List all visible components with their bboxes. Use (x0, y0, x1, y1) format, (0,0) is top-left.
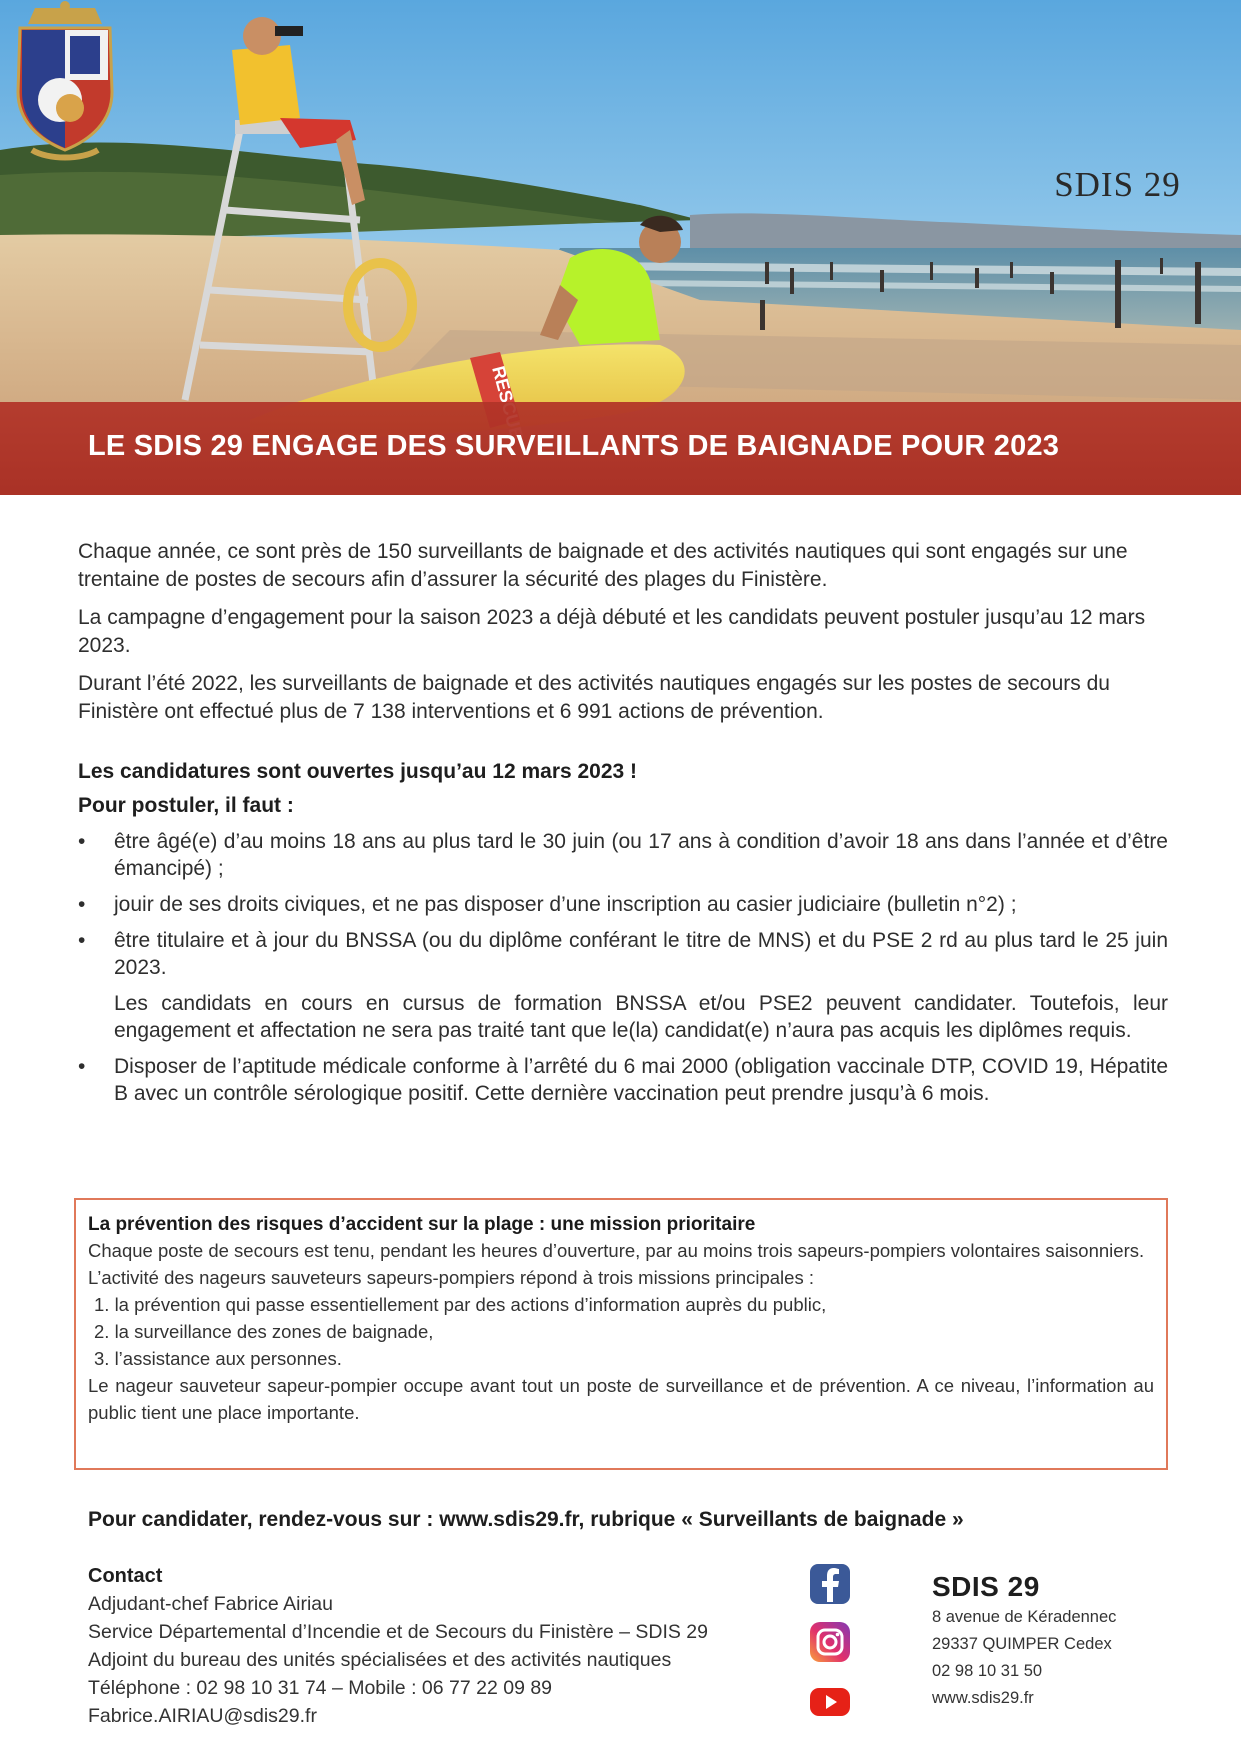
bullet-icon: • (78, 929, 86, 952)
mission-item: 2. la surveillance des zones de baignade, (94, 1321, 434, 1342)
list-item (78, 1053, 1168, 1107)
title-band (0, 402, 1241, 495)
logo-text: SDIS 29 (1054, 165, 1181, 204)
list-item (78, 927, 1168, 981)
hero-banner (0, 0, 1241, 495)
youtube-icon[interactable] (808, 1680, 852, 1724)
sdis-address-line-1: 8 avenue de Kéradennec (932, 1608, 1117, 1626)
contact-email[interactable]: Fabrice.AIRIAU@sdis29.fr (88, 1705, 317, 1727)
sdis-address-block (932, 1570, 1172, 1712)
page-title: LE SDIS 29 ENGAGE DES SURVEILLANTS DE BAIGNADE POUR 2023 (88, 430, 1060, 462)
sdis-crest-icon (0, 0, 130, 178)
list-item-text: jouir de ses droits civiques, et ne pas disposer d’une inscription au casier judiciaire (bulletin n°2) ; (114, 893, 1017, 916)
mission-item: 3. l’assistance aux personnes. (94, 1348, 342, 1369)
intro-paragraph-2: La campagne d’engagement pour la saison 2023 a déjà débuté et les candidats peuvent postuler jusqu’au 12 mars 2023. (78, 606, 1146, 657)
instagram-icon[interactable] (808, 1620, 852, 1664)
sdis-phone: 02 98 10 31 50 (932, 1662, 1043, 1680)
list-item-text: être titulaire et à jour du BNSSA (ou du diplôme conférant le titre de MNS) et du PSE 2 rd au plus tard le 25 juin 2023. (114, 929, 1168, 979)
contact-block (88, 1562, 788, 1730)
sdis-address-line-2: 29337 QUIMPER Cedex (932, 1635, 1112, 1653)
prevention-box-line-3: Le nageur sauveteur sapeur-pompier occupe avant tout un poste de surveillance et de prévention. A ce niveau, l’information au public tient une place importante. (88, 1375, 1154, 1423)
contact-name: Adjudant-chef Fabrice Airiau (88, 1593, 333, 1615)
sdis-website-link[interactable]: www.sdis29.fr (932, 1689, 1034, 1707)
sdis-name: SDIS 29 (932, 1571, 1040, 1602)
contact-title: Contact (88, 1565, 163, 1587)
list-item (78, 891, 1168, 918)
bullet-icon: • (78, 1055, 86, 1078)
prevention-box-title (88, 1212, 1154, 1237)
apply-call-to-action: Pour candidater, rendez-vous sur : www.sdis29.fr, rubrique « Surveillants de baignade » (88, 1508, 964, 1531)
bullet-icon: • (78, 893, 86, 916)
contact-service: Service Départemental d’Incendie et de Secours du Finistère – SDIS 29 (88, 1621, 709, 1643)
requirements-subhead: Pour postuler, il faut : (78, 794, 294, 817)
bullet-icon: • (78, 830, 86, 853)
prevention-box-title-suffix: : une mission prioritaire (533, 1214, 756, 1235)
list-item-note: Les candidats en cours en cursus de formation BNSSA et/ou PSE2 peuvent candidater. Toutefois, leur engagement et affectation ne sera pas traité tant que le(la) candidat(e) n’aura pas acquis les diplômes requis. (114, 992, 1168, 1042)
prevention-box-line-2: L’activité des nageurs sauveteurs sapeurs-pompiers répond à trois missions principales : (88, 1267, 814, 1288)
intro-paragraph-3: Durant l’été 2022, les surveillants de baignade et des activités nautiques engagés sur les postes de secours du Finistère ont effectué plus de 7 138 interventions et 6 991 actions de prévention. (78, 672, 1110, 723)
facebook-icon[interactable] (808, 1562, 852, 1606)
mission-item: 1. la prévention qui passe essentiellement par des actions d’information auprès du public, (94, 1294, 827, 1315)
main-content (78, 538, 1168, 1116)
contact-role: Adjoint du bureau des unités spécialisées et des activités nautiques (88, 1649, 672, 1671)
list-item-text: Disposer de l’aptitude médicale conforme à l’arrêté du 6 mai 2000 (obligation vaccinale DTP, COVID 19, Hépatite B avec un contrôle sérologique positif. Cette dernière vaccination peut prendre jusqu’à 6 mois. (114, 1055, 1168, 1105)
list-item (78, 828, 1168, 882)
prevention-box (74, 1198, 1168, 1470)
prevention-box-title-main: La prévention des risques d’accident sur la plage (88, 1214, 534, 1235)
list-item-text: être âgé(e) d’au moins 18 ans au plus tard le 30 juin (ou 17 ans à condition d’avoir 18 ans dans l’année et d’être émancipé) ; (114, 830, 1168, 880)
applications-headline: Les candidatures sont ouvertes jusqu’au 12 mars 2023 ! (78, 760, 638, 783)
prevention-box-line-1: Chaque poste de secours est tenu, pendant les heures d’ouverture, par au moins trois sapeurs-pompiers volontaires saisonniers. (88, 1240, 1145, 1261)
requirements-list (78, 828, 1168, 1107)
intro-paragraph-1: Chaque année, ce sont près de 150 surveillants de baignade et des activités nautiques qui sont engagés sur une trentaine de postes de secours afin d’assurer la sécurité des plages du Finistère. (78, 540, 1128, 591)
contact-phone: Téléphone : 02 98 10 31 74 – Mobile : 06 77 22 09 89 (88, 1677, 553, 1699)
